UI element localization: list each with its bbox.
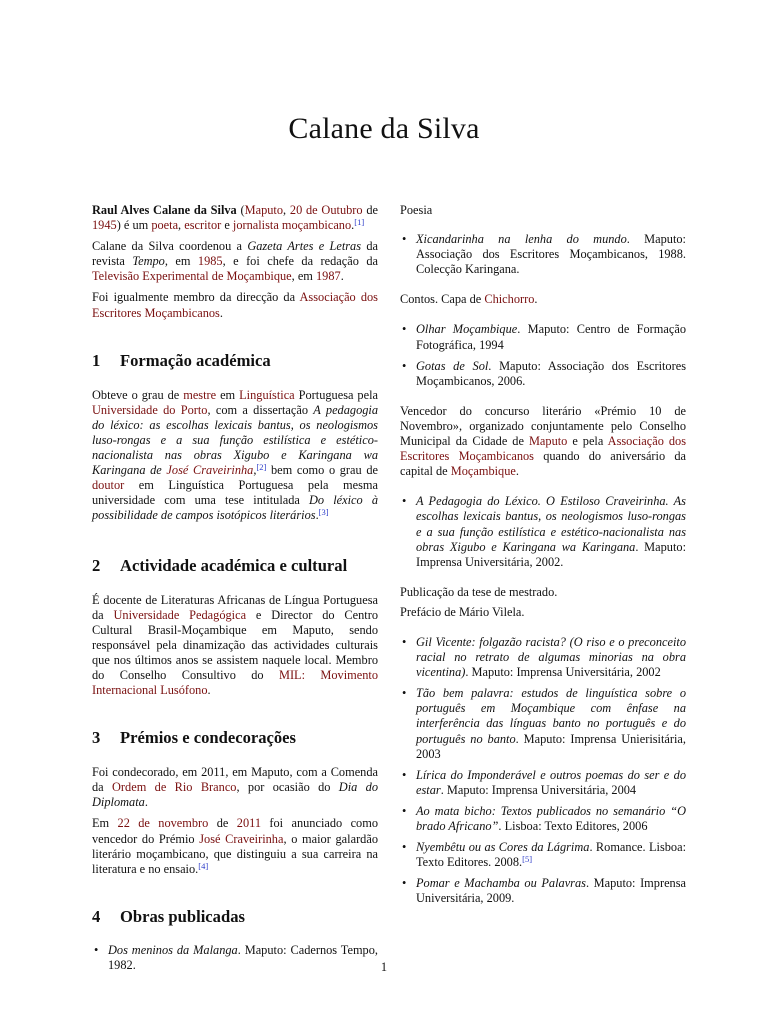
link-jose-craveirinha[interactable]: José Craveirinha [166,463,254,478]
list-item: • Tão bem palavra: estudos de linguística sobre o português em Moçambique com ênfase na interferência das línguas banto no português e do português no banto. Maputo: Imprensa Unierisitária, 2003 [400,686,686,761]
link-birth-year[interactable]: 1945 [92,218,117,233]
citation-4[interactable]: [4] [198,860,209,871]
prize-paragraph: Vencedor do concurso literário «Prémio 10 de Novembro», organizado conjuntamente pelo Conselho Municipal da Cidade de Maputo e pela Associação dos Escritores Moçambicanos quando do aniversário da capital de Moçambique. [400,403,686,479]
link-maputo[interactable]: Maputo [244,203,284,217]
page-title: Calane da Silva [288,112,480,145]
link-22-novembro[interactable]: 22 de novembro [117,816,209,831]
works-list-contos [400,322,686,388]
list-item: • Gotas de Sol. Maputo: Associação dos Escritores Moçambicanos, 2006. [400,359,686,389]
link-poeta[interactable]: poeta [151,218,179,233]
list-item: • Olhar Moçambique. Maputo: Centro de Formação Fotográfica, 1994 [400,322,686,352]
citation-3[interactable]: [3] [318,507,329,518]
link-birth-date[interactable]: 20 de Outubro [289,203,363,217]
list-item: • Lírica do Imponderável e outros poemas do ser e do estar. Maputo: Imprensa Universitária, 2004 [400,768,686,798]
link-mil[interactable]: MIL: Movimento Internacional Lusófono [92,667,378,698]
left-column [92,203,378,973]
list-item: • Dos meninos da Malanga. Maputo: Cadernos Tempo, 1982. [92,943,378,973]
link-mestre[interactable]: mestre [183,387,217,402]
link-1987[interactable]: 1987 [316,269,341,284]
link-jornalista[interactable]: jornalista moçambicano [232,218,352,233]
prefacio-note: Prefácio de Mário Vilela. [400,604,525,619]
list-item: • A Pedagogia do Léxico. O Estiloso Craveirinha. As escolhas lexicais bantus, os neologismos luso-rongas e a sua função estilística e estético-nacionalista nas obras Xigubo e Karingana wa Karingana. Maputo: Imprensa Universitária, 2002. [400,494,686,569]
tese-note: Publicação da tese de mestrado. [400,584,558,599]
contos-label: Contos. Capa de Chichorro. [400,292,538,307]
list-item: • Xicandarinha na lenha do mundo. Maputo: Associação dos Escritores Moçambicanos, 1988. Colecção Karingana. [400,232,686,277]
link-universidade-pedagogica[interactable]: Universidade Pedagógica [113,607,247,622]
career-paragraph: Calane da Silva coordenou a Gazeta Artes e Letras da revista Tempo, em 1985, e foi chefe da redação da Televisão Experimental de Moçambique, em 1987. [92,239,378,284]
link-jose-craveirinha-2[interactable]: José Craveirinha [199,831,284,846]
association-paragraph: Foi igualmente membro da direcção da Associação dos Escritores Moçambicanos. [92,290,378,320]
list-item: • Nyembêtu ou as Cores da Lágrima. Romance. Lisboa: Texto Editores. 2008.[5] [400,840,686,870]
list-item: • Gil Vicente: folgazão racista? (O riso e o preconceito racial no retrato de algumas minorias na obra vicentina). Maputo: Imprensa Universitária, 2002 [400,635,686,680]
poesia-label: Poesia [400,203,433,217]
link-chichorro[interactable]: Chichorro [484,292,535,307]
link-doutor[interactable]: doutor [92,478,125,493]
works-list-pedagogia [400,494,686,569]
premios-paragraph-2: Em 22 de novembro de 2011 foi anunciado como vencedor do Prémio José Craveirinha, o maior galardão literário moçambicano, que distinguiu a sua carreira na literatura e no ensaio.[4] [92,816,379,876]
citation-1[interactable]: [1] [354,217,365,228]
list-item: • Pomar e Machamba ou Palavras. Maputo: Imprensa Universitária, 2009. [400,876,686,906]
link-mocambique[interactable]: Moçambique [450,464,516,479]
link-1985[interactable]: 1985 [197,254,223,269]
link-associacao-2[interactable]: Associação dos Escritores Moçambicanos [400,434,686,464]
list-item: • Ao mata bicho: Textos publicados no semanário “O brado Africano”. Lisboa: Texto Editores, 2006 [400,804,686,834]
section-heading-formacao: 1 Formação académica [92,350,271,370]
works-list-poesia [400,232,686,277]
section-heading-actividade: 2 Actividade académica e cultural [92,555,348,575]
citation-2[interactable]: [2] [256,462,267,473]
link-associacao[interactable]: Associação dos Escritores Moçambicanos [92,290,378,320]
citation-5[interactable]: [5] [522,854,533,865]
link-maputo-2[interactable]: Maputo [528,434,568,449]
actividade-paragraph: É docente de Literaturas Africanas de Língua Portuguesa da Universidade Pedagógica e Director do Centro Cultural Brasil-Moçambique em Maputo, sendo responsável pela dinamização das actividades culturais que nos últimos anos se assistem naquele local. Membro do Conselho Consultivo do MIL: Movimento Internacional Lusófono. [92,592,378,698]
page-number: 1 [380,960,388,974]
section-heading-premios: 3 Prémios e condecorações [92,728,297,748]
subject-name: Raul Alves Calane da Silva [92,203,237,217]
link-linguistica[interactable]: Linguística [239,387,295,402]
right-column [400,203,686,906]
section-heading-obras: 4 Obras publicadas [92,906,245,926]
link-2011[interactable]: 2011 [236,816,261,831]
intro-paragraph: Raul Alves Calane da Silva (Maputo, 20 de Outubro de 1945) é um poeta, escritor e jornalista moçambicano.[1] [92,203,378,233]
link-universidade-porto[interactable]: Universidade do Porto [92,402,208,417]
formacao-paragraph: Obteve o grau de mestre em Linguística Portuguesa pela Universidade do Porto, com a dissertação A pedagogia do léxico: as escolhas lexicais bantus, os neologismos luso-rongas e a sua função estilística e estético-nacionalista nas obras Xigubo e Karingana wa Karingana de José Craveirinha,[2] bem como o grau de doutor em Linguística Portuguesa pela mesma universidade com uma tese intitulada Do léxico à possibilidade de campos isotópicos literários.[3] [92,387,379,523]
link-escritor[interactable]: escritor [184,218,222,233]
works-list-ensaios [400,635,686,907]
link-ordem-rio-branco[interactable]: Ordem de Rio Branco [112,780,237,795]
link-televisao[interactable]: Televisão Experimental de Moçambique [92,269,292,284]
premios-paragraph-1: Foi condecorado, em 2011, em Maputo, com a Comenda da Ordem de Rio Branco, por ocasião do Dia do Diplomata. [92,765,378,810]
